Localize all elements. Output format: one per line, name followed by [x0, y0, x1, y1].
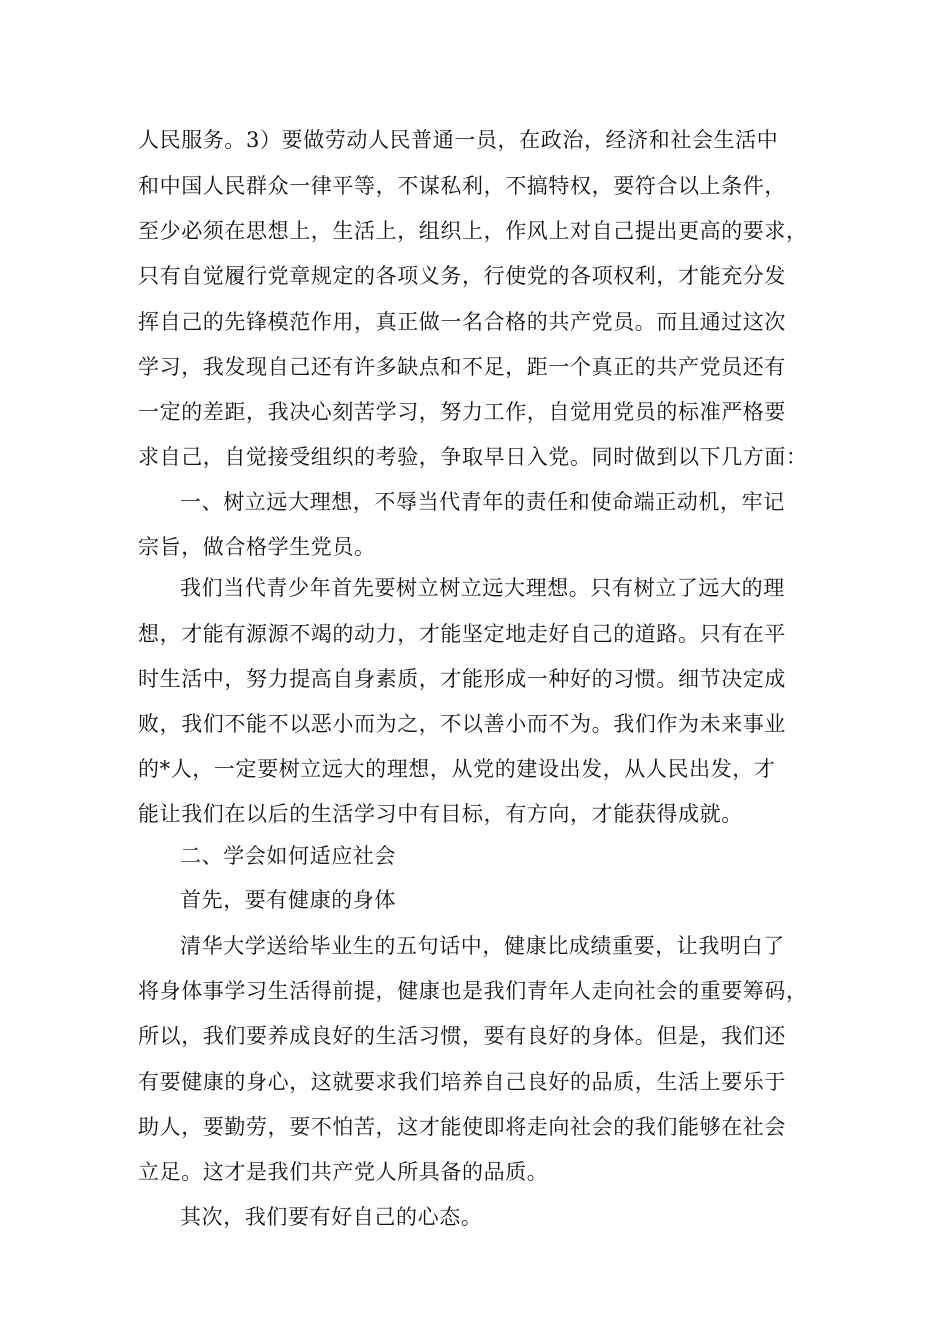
paragraph-start: 清华大学送给毕业生的五句话中，健康比成绩重要，让我明白了: [180, 934, 785, 958]
text-line: 一定的差距，我决心刻苦学习，努力工作，自觉用党员的标准严格要: [138, 400, 786, 424]
text-line: 时生活中，努力提高自身素质，才能形成一种好的习惯。细节决定成: [138, 667, 786, 691]
text-line: 有要健康的身心，这就要求我们培养自己良好的品质，生活上要乐于: [138, 1070, 786, 1094]
heading-one: 一、树立远大理想，不辱当代青年的责任和使命端正动机，牢记: [180, 490, 785, 514]
text-line: 人民服务。3）要做劳动人民普通一员，在政治，经济和社会生活中: [138, 128, 779, 152]
text-line: 想，才能有源源不竭的动力，才能坚定地走好自己的道路。只有在平: [138, 622, 786, 646]
text-line: 只有自觉履行党章规定的各项义务，行使党的各项权利，才能充分发: [138, 264, 786, 288]
text-line: 和中国人民群众一律平等，不谋私利，不搞特权，要符合以上条件，: [138, 174, 786, 198]
text-line: 的*人，一定要树立远大的理想，从党的建设出发，从人民出发，才: [138, 757, 776, 781]
text-line: 立足。这才是我们共产党人所具备的品质。: [138, 1160, 549, 1184]
text-line: 将身体事学习生活得前提，健康也是我们青年人走向社会的重要筹码，: [138, 979, 808, 1003]
text-line: 求自己，自觉接受组织的考验，争取早日入党。同时做到以下几方面：: [138, 445, 808, 469]
paragraph-start: 我们当代青少年首先要树立树立远大理想。只有树立了远大的理: [180, 576, 785, 600]
subheading-health: 首先，要有健康的身体: [180, 888, 396, 912]
text-line: 宗旨，做合格学生党员。: [138, 535, 376, 559]
text-line: 助人，要勤劳，要不怕苦，这才能使即将走向社会的我们能够在社会: [138, 1115, 786, 1139]
text-line: 能让我们在以后的生活学习中有目标，有方向，才能获得成就。: [138, 802, 743, 826]
text-line: 至少必须在思想上，生活上，组织上，作风上对自己提出更高的要求，: [138, 219, 808, 243]
text-line: 所以，我们要养成良好的生活习惯，要有良好的身体。但是，我们还: [138, 1024, 786, 1048]
heading-two: 二、学会如何适应社会: [180, 844, 396, 868]
text-line: 败，我们不能不以恶小而为之，不以善小而不为。我们作为未来事业: [138, 712, 786, 736]
text-line: 学习，我发现自己还有许多缺点和不足，距一个真正的共产党员还有: [138, 355, 786, 379]
subheading-mindset: 其次，我们要有好自己的心态。: [180, 1205, 483, 1229]
text-line: 挥自己的先锋模范作用，真正做一名合格的共产党员。而且通过这次: [138, 310, 786, 334]
